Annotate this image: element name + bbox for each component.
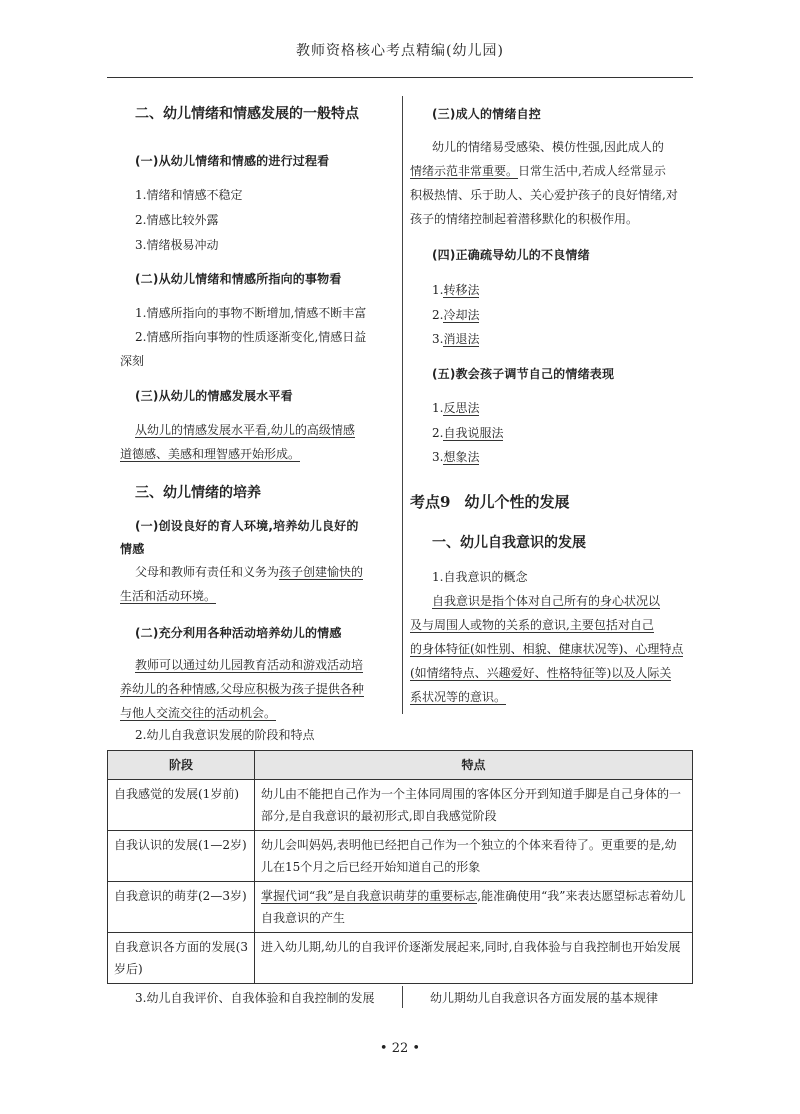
- paragraph-line: 情绪示范非常重要。日常生活中,若成人经常显示: [410, 164, 666, 178]
- list-item-continuation: 深刻: [120, 354, 145, 368]
- paragraph-line: 幼儿的情绪易受感染、模仿性强,因此成人的: [432, 140, 664, 154]
- list-item: 2.冷却法: [432, 308, 480, 322]
- table-cell-stage: 自我感觉的发展(1岁前): [108, 780, 255, 831]
- paragraph-line: 父母和教师有责任和义务为孩子创建愉快的: [135, 565, 364, 579]
- table-row: [108, 933, 693, 984]
- list-item: 1.情绪和情感不稳定: [135, 188, 243, 202]
- paragraph-line: 生活和活动环境。: [120, 589, 217, 603]
- table-row: [108, 831, 693, 882]
- table-cell-stage: 自我意识各方面的发展(3岁后): [108, 933, 255, 984]
- subheading-objects: (二)从幼儿情绪和情感所指向的事物看: [135, 272, 342, 286]
- section-title-emotion-cultivation: 三、幼儿情绪的培养: [135, 485, 261, 501]
- subheading-adult-control: (三)成人的情绪自控: [432, 107, 541, 121]
- section-title-self-awareness: 一、幼儿自我意识的发展: [432, 535, 586, 551]
- subheading-level: (三)从幼儿的情感发展水平看: [135, 389, 293, 403]
- table-cell-feature: 幼儿由不能把自己作为一个主体同周围的客体区分开到知道手脚是自己身体的一部分,是自我意识的最初形式,即自我感觉阶段: [255, 780, 693, 831]
- paragraph-line: 孩子的情绪控制起着潜移默化的积极作用。: [410, 212, 639, 226]
- list-item: 2.情感比较外露: [135, 213, 219, 227]
- table-cell-feature: 掌握代词“我”是自我意识萌芽的重要标志,能准确使用“我”来表达愿望标志着幼儿自我意识的产生: [255, 882, 693, 933]
- subheading-process: (一)从幼儿情绪和情感的进行过程看: [135, 154, 330, 168]
- list-item: 3.想象法: [432, 450, 480, 464]
- list-item: 3.幼儿自我评价、自我体验和自我控制的发展: [135, 991, 375, 1005]
- list-item: 1.反思法: [432, 401, 480, 415]
- list-item: 1.情感所指向的事物不断增加,情感不断丰富: [135, 306, 367, 320]
- table-cell-feature: 进入幼儿期,幼儿的自我评价逐渐发展起来,同时,自我体验与自我控制也开始发展: [255, 933, 693, 984]
- subheading-regulation: (五)教会孩子调节自己的情绪表现: [432, 367, 615, 381]
- list-item: 2.自我说服法: [432, 426, 504, 440]
- list-item: 3.情绪极易冲动: [135, 238, 219, 252]
- table-row: [108, 882, 693, 933]
- column-divider: [402, 96, 403, 714]
- key-point-heading: 考点9 幼儿个性的发展: [410, 493, 570, 511]
- paragraph-line: 幼儿期幼儿自我意识各方面发展的基本规律: [430, 991, 659, 1005]
- list-item: 2.情感所指向事物的性质逐渐变化,情感日益: [135, 330, 367, 344]
- paragraph-line: (如情绪特点、兴趣爱好、性格特征等)以及人际关: [410, 666, 672, 680]
- subheading-guidance: (四)正确疏导幼儿的不良情绪: [432, 248, 590, 262]
- table-header-feature: 特点: [255, 751, 693, 780]
- page-number: • 22 •: [379, 1041, 421, 1056]
- column-divider-bottom: [402, 986, 403, 1008]
- list-item: 3.消退法: [432, 332, 480, 346]
- table-row: [108, 780, 693, 831]
- table-cell-feature: 幼儿会叫妈妈,表明他已经把自己作为一个独立的个体来看待了。更重要的是,幼儿在15个月之后已经开始知道自己的形象: [255, 831, 693, 882]
- subheading-activities: (二)充分利用各种活动培养幼儿的情感: [135, 626, 342, 640]
- table-cell-stage: 自我认识的发展(1—2岁): [108, 831, 255, 882]
- paragraph-line: 系状况等的意识。: [410, 690, 507, 704]
- paragraph-line: 及与周围人或物的关系的意识,主要包括对自己: [410, 618, 654, 632]
- list-item: 1.转移法: [432, 283, 480, 297]
- paragraph-line: 与他人交流交往的活动机会。: [120, 706, 277, 720]
- running-header: 教师资格核心考点精编(幼儿园): [296, 43, 504, 59]
- header-rule: [107, 77, 693, 78]
- self-awareness-stages-table: [107, 750, 693, 984]
- paragraph-line: 的身体特征(如性别、相貌、健康状况等)、心理特点: [410, 642, 684, 656]
- paragraph-line: 道德感、美感和理智感开始形成。: [120, 447, 301, 461]
- subheading-environment: (一)创设良好的育人环境,培养幼儿良好的: [135, 519, 359, 533]
- table-header-stage: 阶段: [108, 751, 255, 780]
- list-item: 1.自我意识的概念: [432, 570, 528, 584]
- table-caption: 2.幼儿自我意识发展的阶段和特点: [135, 728, 315, 742]
- subheading-environment-cont: 情感: [120, 542, 145, 556]
- paragraph-line: 教师可以通过幼儿园教育活动和游戏活动培: [135, 658, 364, 672]
- paragraph-line: 积极热情、乐于助人、关心爱护孩子的良好情绪,对: [410, 188, 678, 202]
- table-cell-stage: 自我意识的萌芽(2—3岁): [108, 882, 255, 933]
- paragraph-line: 自我意识是指个体对自己所有的身心状况以: [432, 594, 661, 608]
- paragraph-line: 养幼儿的各种情感,父母应积极为孩子提供各种: [120, 682, 364, 696]
- paragraph-line: 从幼儿的情感发展水平看,幼儿的高级情感: [135, 423, 355, 437]
- section-title-emotion-characteristics: 二、幼儿情绪和情感发展的一般特点: [135, 106, 359, 122]
